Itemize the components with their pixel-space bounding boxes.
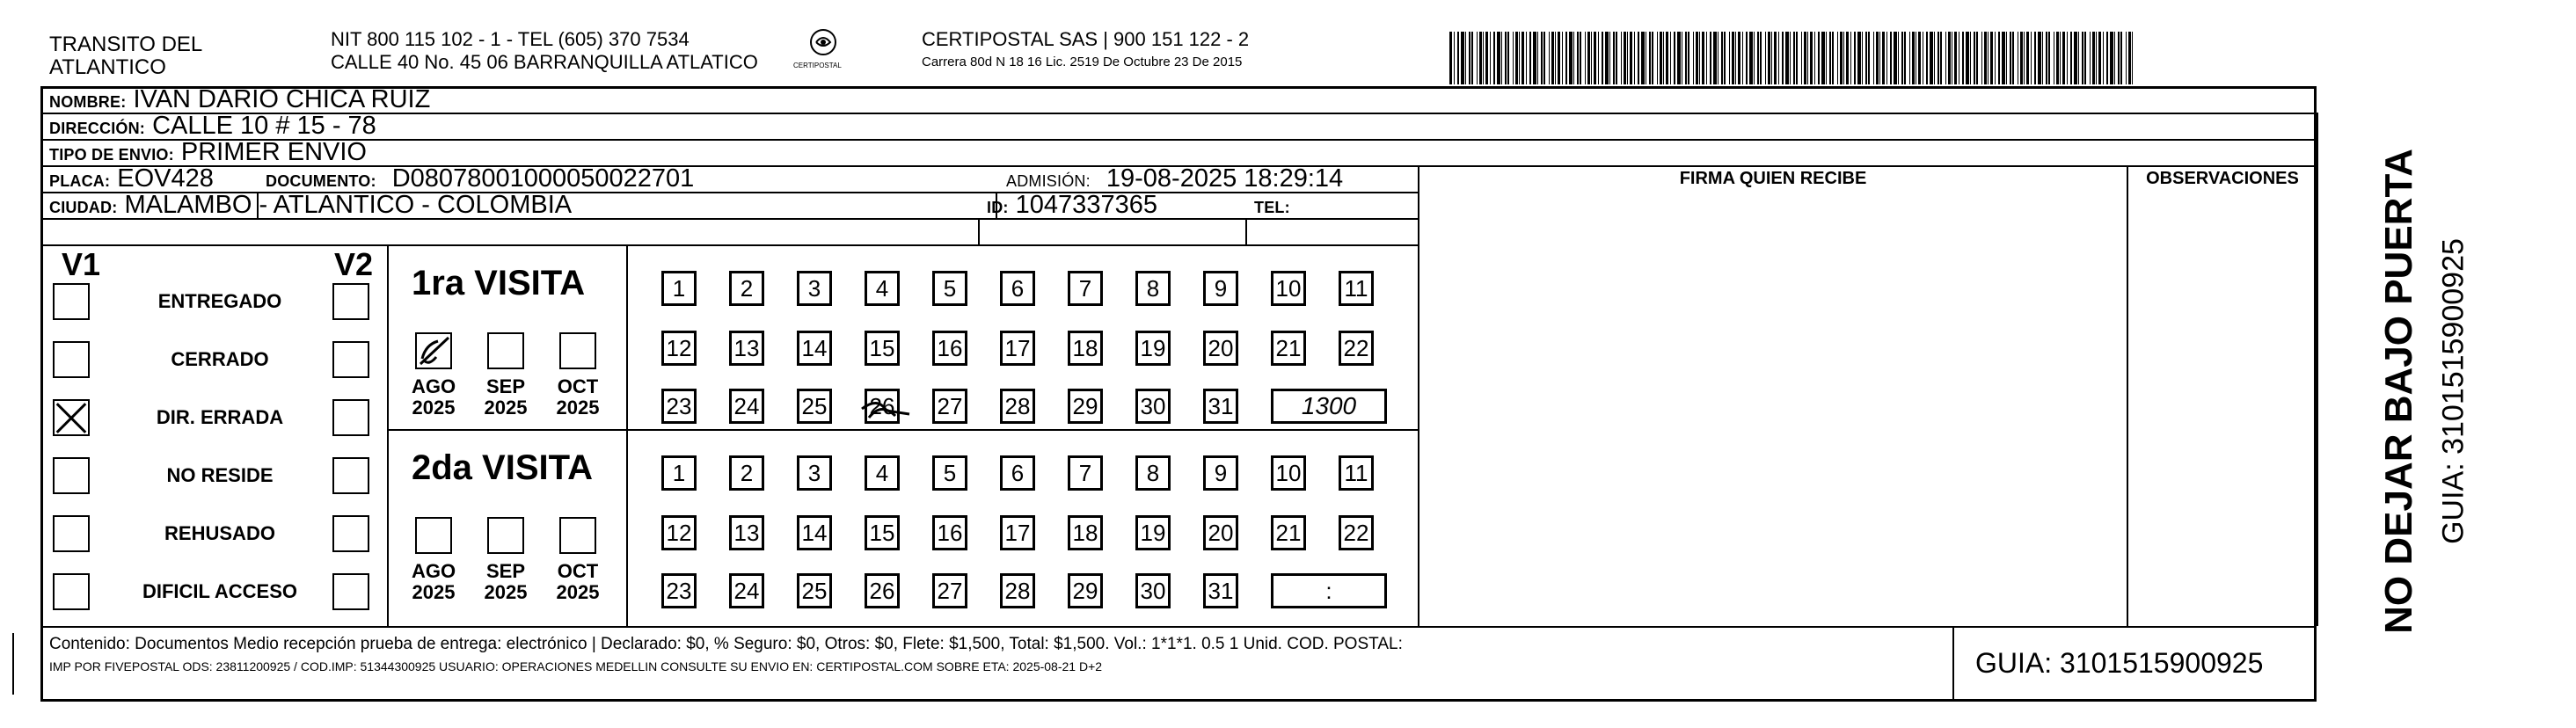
month-name: OCT [557, 375, 599, 397]
status-label: NO RESIDE [166, 464, 274, 486]
handwritten-mark-icon [860, 391, 913, 426]
day-box[interactable]: 10 [1271, 455, 1306, 491]
day-box[interactable]: 31 [1203, 389, 1238, 424]
day-box[interactable]: 17 [1000, 331, 1035, 366]
v1-checkbox[interactable] [53, 515, 90, 552]
certipostal-logo [793, 23, 850, 76]
observaciones-header: OBSERVACIONES [2146, 169, 2299, 188]
month-label [403, 561, 464, 603]
month-year: 2025 [484, 581, 528, 603]
documento-label: DOCUMENTO: [266, 172, 376, 190]
month-year: 2025 [484, 397, 528, 419]
day-box[interactable]: 26 [865, 573, 900, 608]
day-box[interactable]: 23 [661, 573, 697, 608]
month-checkbox[interactable] [559, 517, 596, 554]
month-name: SEP [485, 375, 526, 397]
no-dejar-bajo-puerta: NO DEJAR BAJO PUERTA [2377, 149, 2420, 634]
company-line-2: ATLANTICO [49, 55, 166, 79]
month-year: 2025 [556, 397, 600, 419]
day-box[interactable]: 10 [1271, 271, 1306, 306]
ciudad-cell [49, 190, 572, 222]
logo-text: CERTIPOSTAL [793, 62, 842, 69]
day-box[interactable]: 4 [865, 455, 900, 491]
ciudad-value: MALAMBO - ATLANTICO - COLOMBIA [124, 191, 573, 219]
status-label: DIFICIL ACCESO [142, 580, 297, 602]
month-year: 2025 [412, 397, 456, 419]
v1-checkbox[interactable] [53, 341, 90, 378]
time-field[interactable]: 1300 [1271, 389, 1387, 424]
v2-checkbox[interactable] [332, 283, 369, 320]
day-box[interactable]: 23 [661, 389, 697, 424]
certipostal-name: CERTIPOSTAL SAS | 900 151 122 - 2 [922, 28, 1250, 50]
guia-box [1952, 626, 2317, 700]
day-box[interactable]: 26 [865, 389, 900, 424]
v1-checkbox[interactable] [53, 399, 90, 436]
id-cell [987, 190, 1157, 222]
day-box[interactable]: 16 [932, 331, 967, 366]
documento-value: D08078001000050022701 [391, 164, 695, 193]
status-label: DIR. ERRADA [156, 406, 284, 428]
v1-checkbox[interactable] [53, 457, 90, 494]
v2-label: V2 [334, 246, 374, 282]
day-box[interactable]: 29 [1068, 573, 1103, 608]
footer-print-line: IMP POR FIVEPOSTAL ODS: 23811200925 / COD.IMP: 51344300925 USUARIO: OPERACIONES MEDELLIN CONSULTE SU ENVIO EN: CERTIPOSTAL.COM SOBRE ETA: 2025-08-21 D+2 [49, 659, 1103, 673]
month-name: SEP [485, 560, 526, 582]
day-box[interactable]: 18 [1068, 331, 1103, 366]
direccion-value: CALLE 10 # 15 - 78 [152, 112, 376, 140]
day-box[interactable]: 9 [1203, 455, 1238, 491]
month-checkbox[interactable] [559, 332, 596, 369]
rule [40, 139, 2317, 141]
status-label: ENTREGADO [157, 290, 282, 312]
month-year: 2025 [412, 581, 456, 603]
admision-value: 19-08-2025 18:29:14 [1106, 164, 1344, 193]
v2-checkbox[interactable] [332, 341, 369, 378]
rule [2127, 165, 2128, 626]
visit-title: 2da VISITA [412, 448, 593, 487]
day-box[interactable]: 22 [1339, 331, 1374, 366]
company-info [331, 28, 758, 74]
rule [40, 244, 1418, 246]
certipostal-license: Carrera 80d N 18 16 Lic. 2519 De Octubre 23 De 2015 [922, 55, 1243, 69]
day-box[interactable]: 2 [729, 455, 764, 491]
day-box[interactable]: 27 [932, 389, 967, 424]
month-checkbox[interactable] [415, 517, 452, 554]
day-box[interactable]: 20 [1203, 515, 1238, 550]
day-box[interactable]: 29 [1068, 389, 1103, 424]
day-box[interactable]: 16 [932, 515, 967, 550]
v2-checkbox[interactable] [332, 399, 369, 436]
month-name: OCT [557, 560, 599, 582]
day-box[interactable]: 21 [1271, 515, 1306, 550]
month-year: 2025 [556, 581, 600, 603]
day-box[interactable]: 3 [797, 271, 832, 306]
admision-label: ADMISIÓN: [1006, 172, 1091, 190]
month-label [547, 376, 609, 419]
month-name: AGO [411, 560, 456, 582]
guia-number: GUIA: 3101515900925 [1975, 647, 2264, 679]
day-box[interactable]: 19 [1135, 331, 1171, 366]
day-box[interactable]: 21 [1271, 331, 1306, 366]
month-checkbox[interactable] [415, 332, 452, 369]
day-box[interactable]: 7 [1068, 271, 1103, 306]
id-label: ID: [987, 199, 1009, 216]
day-box[interactable]: 6 [1000, 271, 1035, 306]
tel-cell [1254, 190, 1290, 222]
v1-checkbox[interactable] [53, 573, 90, 610]
side-guia-number: GUIA: 3101515900925 [2436, 238, 2470, 544]
tipo-envio-label: TIPO DE ENVIO: [49, 146, 174, 164]
id-value: 1047337365 [1015, 191, 1157, 219]
month-label [475, 376, 536, 419]
day-box[interactable]: 19 [1135, 515, 1171, 550]
day-box[interactable]: 1 [661, 455, 697, 491]
month-label [475, 561, 536, 603]
footer-content-line: Contenido: Documentos Medio recepción prueba de entrega: electrónico | Declarado: $0, % Seguro: $0, Otros: $0, Flete: $1,500, Total: $1,500. Vol.: 1*1*1. 0.5 1 Unid. COD. POSTAL: [49, 635, 1403, 653]
day-box[interactable]: 31 [1203, 573, 1238, 608]
day-box[interactable]: 9 [1203, 271, 1238, 306]
day-box[interactable]: 2 [729, 271, 764, 306]
visit-title: 1ra VISITA [412, 264, 586, 302]
rule [387, 429, 1418, 431]
day-box[interactable]: 12 [661, 331, 697, 366]
month-label [547, 561, 609, 603]
day-box[interactable]: 24 [729, 573, 764, 608]
day-box[interactable]: 8 [1135, 271, 1171, 306]
day-box[interactable]: 30 [1135, 573, 1171, 608]
day-box[interactable]: 13 [729, 515, 764, 550]
day-box[interactable]: 17 [1000, 515, 1035, 550]
margin-mark [12, 633, 14, 695]
day-box[interactable]: 24 [729, 389, 764, 424]
v2-checkbox[interactable] [332, 573, 369, 610]
nombre-value: IVAN DARIO CHICA RUIZ [133, 85, 431, 113]
day-box[interactable]: 30 [1135, 389, 1171, 424]
day-box[interactable]: 5 [932, 455, 967, 491]
day-box[interactable]: 27 [932, 573, 967, 608]
day-box[interactable]: 20 [1203, 331, 1238, 366]
day-box[interactable]: 28 [1000, 573, 1035, 608]
day-box[interactable]: 1 [661, 271, 697, 306]
day-box[interactable]: 8 [1135, 455, 1171, 491]
v2-checkbox[interactable] [332, 515, 369, 552]
rule [2317, 113, 2318, 626]
rule [626, 244, 628, 626]
day-box[interactable]: 11 [1339, 271, 1374, 306]
rule [1245, 218, 1247, 244]
day-box[interactable]: 22 [1339, 515, 1374, 550]
firma-header: FIRMA QUIEN RECIBE [1679, 169, 1867, 188]
company-line-1: TRANSITO DEL [49, 33, 203, 56]
day-box[interactable]: 11 [1339, 455, 1374, 491]
month-checkbox[interactable] [487, 332, 524, 369]
month-label [403, 376, 464, 419]
month-checkbox[interactable] [487, 517, 524, 554]
address-line: CALLE 40 No. 45 06 BARRANQUILLA ATLATICO [331, 51, 758, 73]
day-box[interactable]: 4 [865, 271, 900, 306]
day-box[interactable]: 28 [1000, 389, 1035, 424]
day-box[interactable]: 7 [1068, 455, 1103, 491]
day-box[interactable]: 25 [797, 573, 832, 608]
rule [1418, 165, 1419, 626]
month-name: AGO [411, 375, 456, 397]
day-box[interactable]: 6 [1000, 455, 1035, 491]
day-box[interactable]: 15 [865, 515, 900, 550]
day-box[interactable]: 13 [729, 331, 764, 366]
day-box[interactable]: 12 [661, 515, 697, 550]
rule [978, 218, 980, 244]
day-box[interactable]: 15 [865, 331, 900, 366]
day-box[interactable]: 5 [932, 271, 967, 306]
nit-line: NIT 800 115 102 - 1 - TEL (605) 370 7534 [331, 28, 690, 50]
tel-label: TEL: [1254, 199, 1290, 216]
ciudad-label: CIUDAD: [49, 199, 118, 216]
direccion-label: DIRECCIÓN: [49, 120, 145, 137]
day-box[interactable]: 3 [797, 455, 832, 491]
status-label: CERRADO [171, 348, 269, 370]
day-box[interactable]: 14 [797, 331, 832, 366]
time-field[interactable]: : [1271, 573, 1387, 608]
day-box[interactable]: 25 [797, 389, 832, 424]
placa-label: PLACA: [49, 172, 111, 190]
tipo-envio-value: PRIMER ENVIO [180, 138, 367, 166]
v2-checkbox[interactable] [332, 457, 369, 494]
handwritten-check-icon [417, 334, 454, 371]
rule [387, 244, 389, 626]
status-label: REHUSADO [164, 522, 275, 544]
nombre-label: NOMBRE: [49, 93, 127, 111]
barcode [1449, 32, 2134, 84]
v1-checkbox[interactable] [53, 283, 90, 320]
v1-label: V1 [62, 246, 101, 282]
day-box[interactable]: 18 [1068, 515, 1103, 550]
company-name [49, 33, 202, 79]
placa-value: EOV428 [117, 164, 214, 193]
day-box[interactable]: 14 [797, 515, 832, 550]
